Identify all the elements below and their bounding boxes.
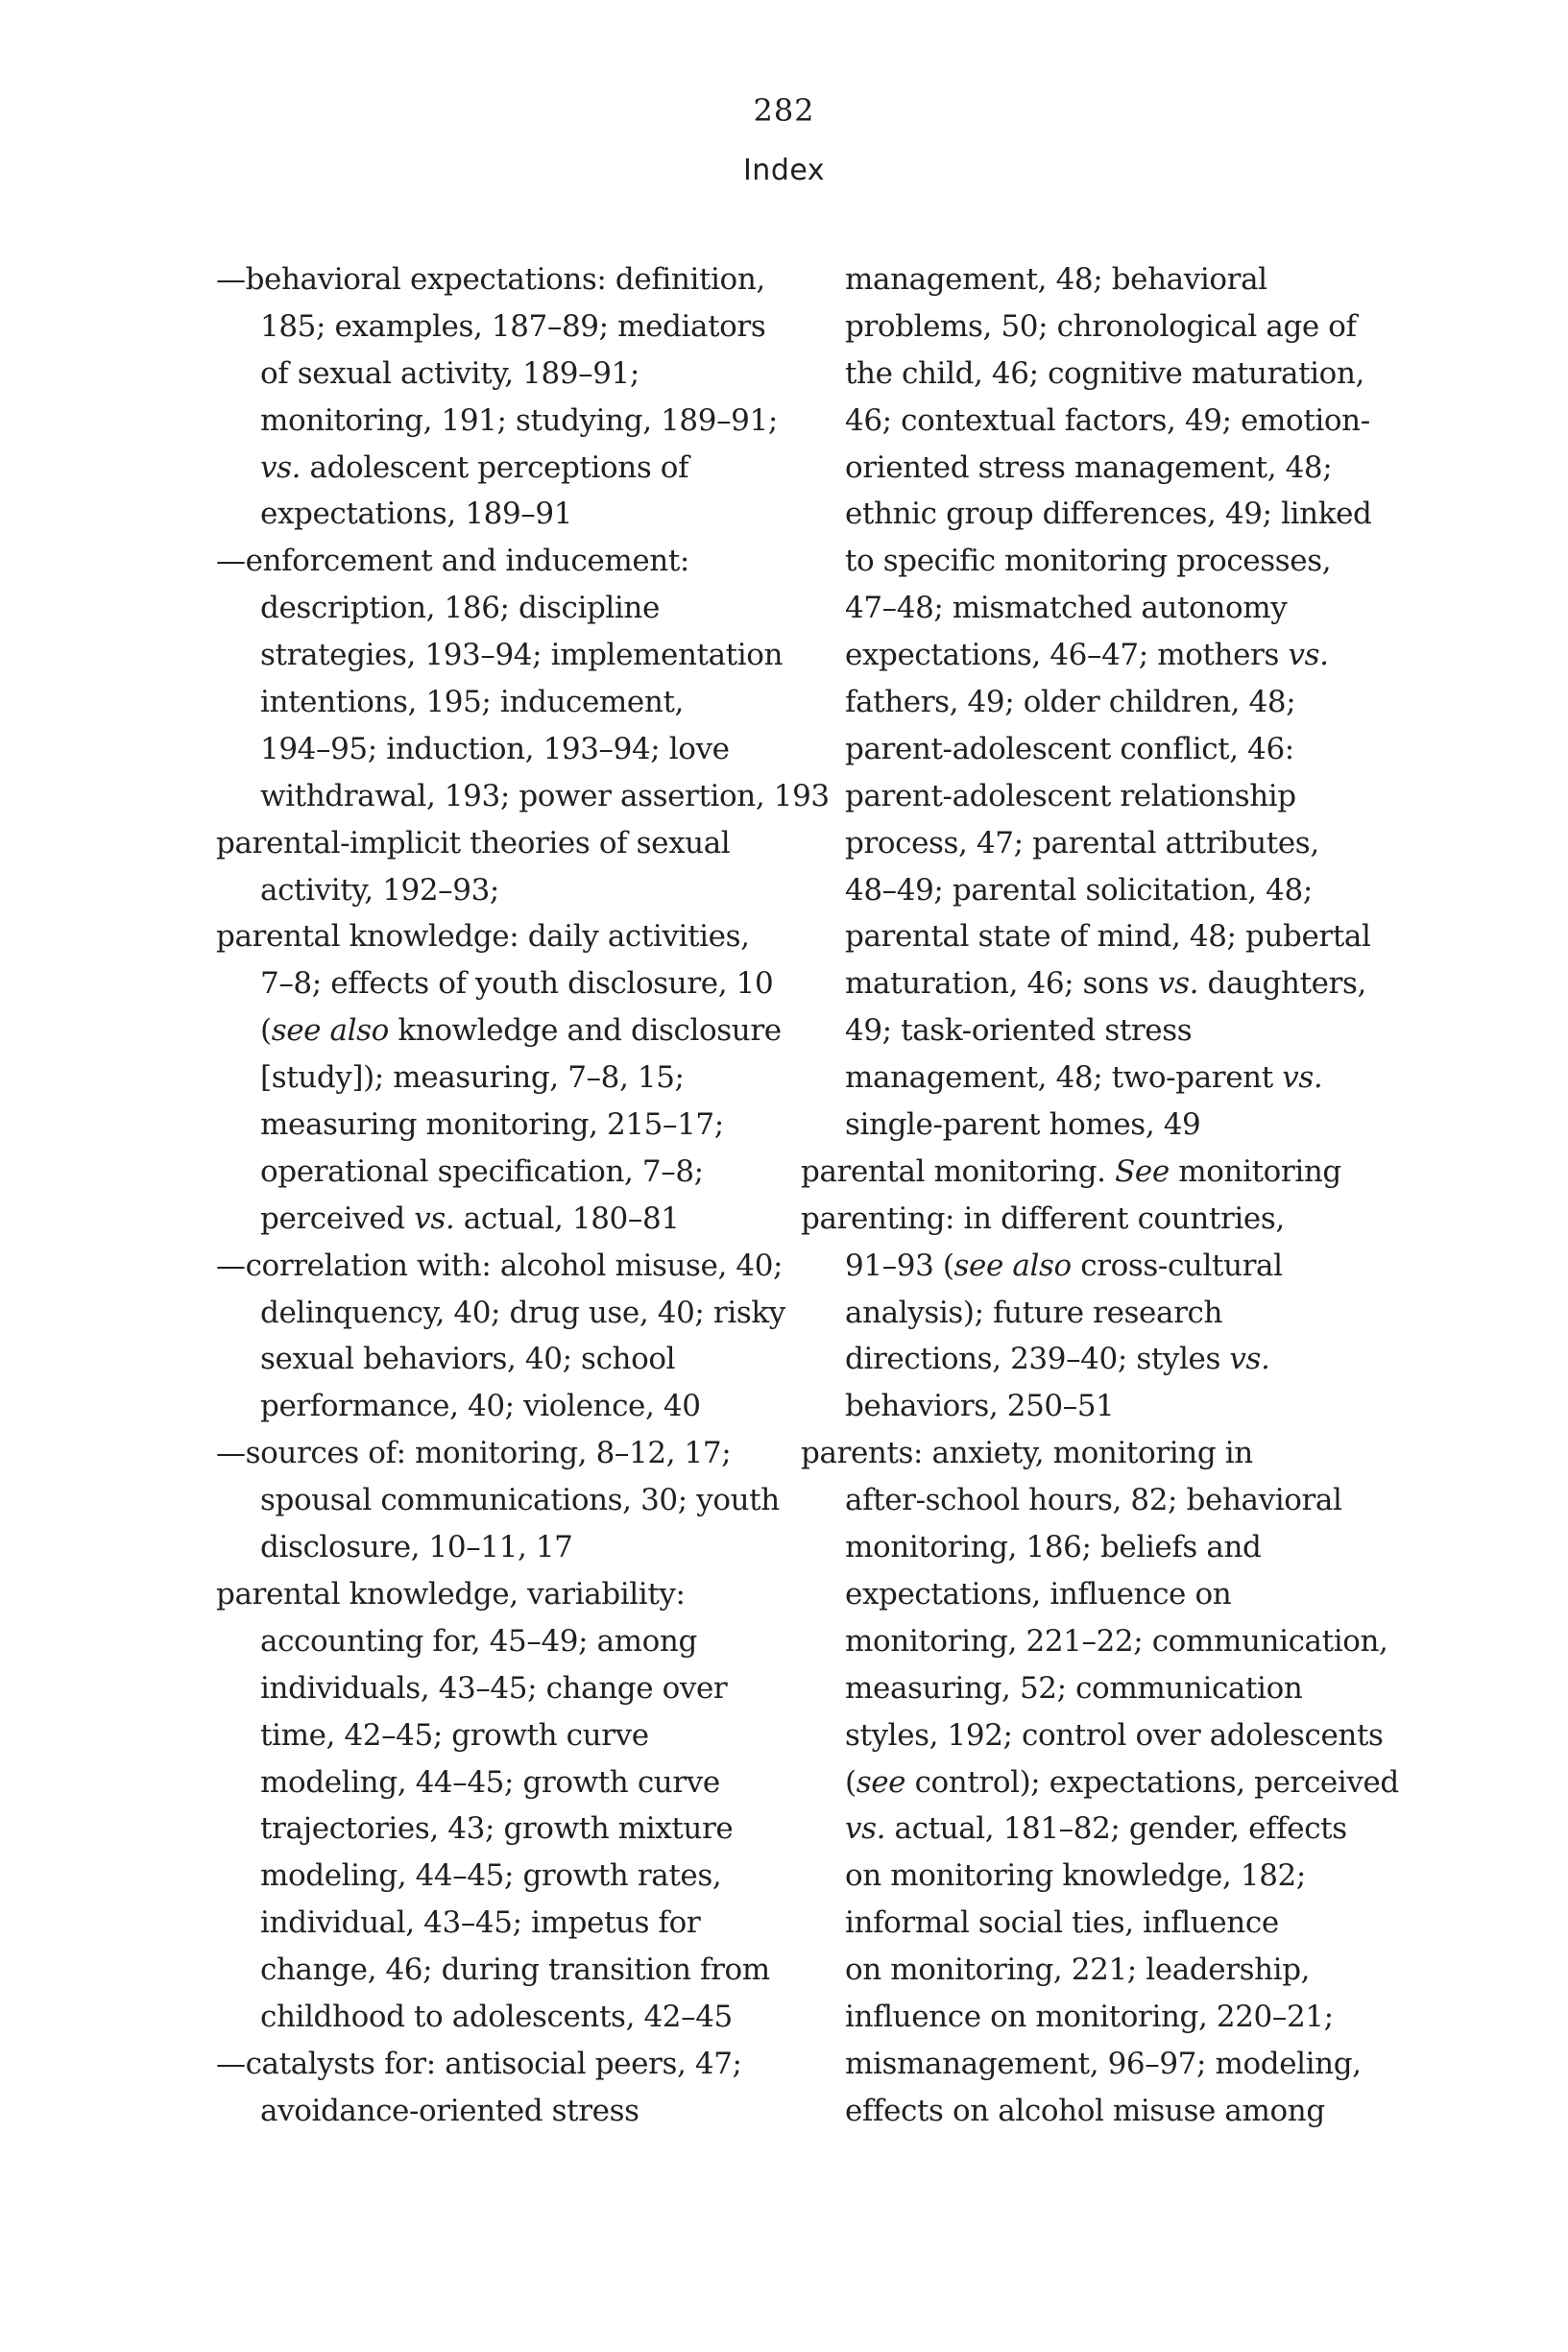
index-line: trajectories, 43; growth mixture [260,1811,734,1847]
index-line: —sources of: monitoring, 8–12, 17; [216,1436,732,1471]
index-line: on monitoring knowledge, 182; [845,1858,1306,1894]
index-line: vs. actual, 181–82; gender, effects [845,1811,1347,1847]
index-line: styles, 192; control over adolescents [845,1717,1384,1753]
index-line: 91–93 (see also cross-cultural [845,1248,1283,1283]
index-line: time, 42–45; growth curve [260,1717,649,1753]
index-line: vs. adolescent perceptions of [260,449,689,485]
index-line: after-school hours, 82; behavioral [845,1483,1342,1518]
index-line: parental state of mind, 48; pubertal [845,919,1371,955]
index-line: parental-implicit theories of sexual [216,825,731,861]
index-line: parent-adolescent relationship [845,778,1296,813]
page-number: 282 [753,92,815,129]
index-line: intentions, 195; inducement, [260,685,684,720]
index-line: spousal communications, 30; youth [260,1483,780,1518]
index-line: to specific monitoring processes, [845,544,1332,579]
index-line: description, 186; discipline [260,591,660,626]
index-line: fathers, 49; older children, 48; [845,685,1296,720]
index-line: withdrawal, 193; power assertion, 193 [260,778,830,813]
index-line: parental knowledge: daily activities, [216,919,750,955]
index-line: single-parent homes, 49 [845,1107,1201,1143]
index-line: measuring monitoring, 215–17; [260,1107,724,1143]
index-line: activity, 192–93; [260,872,499,908]
index-line: —behavioral expectations: definition, [216,262,765,297]
index-line: modeling, 44–45; growth rates, [260,1858,722,1894]
index-line: expectations, 189–91 [260,497,573,532]
index-line: 47–48; mismatched autonomy [845,591,1288,626]
index-line: 7–8; effects of youth disclosure, 10 [260,966,774,1002]
index-line: —correlation with: alcohol misuse, 40; [216,1248,784,1283]
index-line: sexual behaviors, 40; school [260,1342,676,1377]
index-line: directions, 239–40; styles vs. [845,1342,1270,1377]
index-line: of sexual activity, 189–91; [260,355,639,391]
index-line: 46; contextual factors, 49; emotion- [845,402,1370,438]
index-line: management, 48; behavioral [845,262,1267,297]
index-line: modeling, 44–45; growth curve [260,1764,720,1800]
index-line: ethnic group differences, 49; linked [845,497,1372,532]
index-line: parents: anxiety, monitoring in [801,1436,1253,1471]
index-line: childhood to adolescents, 42–45 [260,1999,733,2034]
running-title: Index [742,154,826,187]
index-line: 48–49; parental solicitation, 48; [845,872,1313,908]
index-line: influence on monitoring, 220–21; [845,1999,1334,2034]
index-line: —enforcement and inducement: [216,544,689,579]
index-line: problems, 50; chronological age of [845,308,1357,344]
index-line: behaviors, 250–51 [845,1389,1115,1424]
index-line: (see control); expectations, perceived [845,1764,1399,1800]
index-line: mismanagement, 96–97; modeling, [845,2046,1362,2081]
index-line: measuring, 52; communication [845,1670,1303,1706]
index-line: performance, 40; violence, 40 [260,1389,701,1424]
index-line: 185; examples, 187–89; mediators [260,308,766,344]
index-line: —catalysts for: antisocial peers, 47; [216,2046,742,2081]
index-line: management, 48; two-parent vs. [845,1060,1323,1096]
index-line: parent-adolescent conflict, 46: [845,731,1294,766]
index-line: [study]); measuring, 7–8, 15; [260,1060,685,1096]
index-line: operational specification, 7–8; [260,1153,704,1189]
index-line: parental monitoring. See monitoring [801,1153,1341,1189]
index-column-right [801,256,1399,2135]
index-line: perceived vs. actual, 180–81 [260,1200,680,1236]
index-line: expectations, influence on [845,1576,1232,1612]
index-line: strategies, 193–94; implementation [260,638,784,673]
index-line: individual, 43–45; impetus for [260,1905,701,1941]
index-line: the child, 46; cognitive maturation, [845,355,1364,391]
index-line: accounting for, 45–49; among [260,1623,697,1659]
index-line: informal social ties, influence [845,1905,1279,1941]
index-line: oriented stress management, 48; [845,449,1333,485]
index-line: parenting: in different countries, [801,1200,1285,1236]
index-line: parental knowledge, variability: [216,1576,686,1612]
index-line: monitoring, 191; studying, 189–91; [260,402,778,438]
index-line: delinquency, 40; drug use, 40; risky [260,1295,785,1330]
index-line: 194–95; induction, 193–94; love [260,731,730,766]
index-line: analysis); future research [845,1295,1223,1330]
index-line: avoidance-oriented stress [260,2093,639,2128]
index-line: monitoring, 221–22; communication, [845,1623,1388,1659]
index-line: on monitoring, 221; leadership, [845,1952,1311,1988]
index-line: process, 47; parental attributes, [845,825,1319,861]
index-line: (see also knowledge and disclosure [260,1013,782,1049]
index-line: expectations, 46–47; mothers vs. [845,638,1329,673]
index-line: monitoring, 186; beliefs and [845,1530,1262,1565]
index-line: 49; task-oriented stress [845,1013,1193,1049]
index-line: effects on alcohol misuse among [845,2093,1325,2128]
index-column-left [216,256,830,2135]
index-line: individuals, 43–45; change over [260,1670,728,1706]
index-line: disclosure, 10–11, 17 [260,1530,573,1565]
index-line: change, 46; during transition from [260,1952,770,1988]
index-line: maturation, 46; sons vs. daughters, [845,966,1366,1002]
